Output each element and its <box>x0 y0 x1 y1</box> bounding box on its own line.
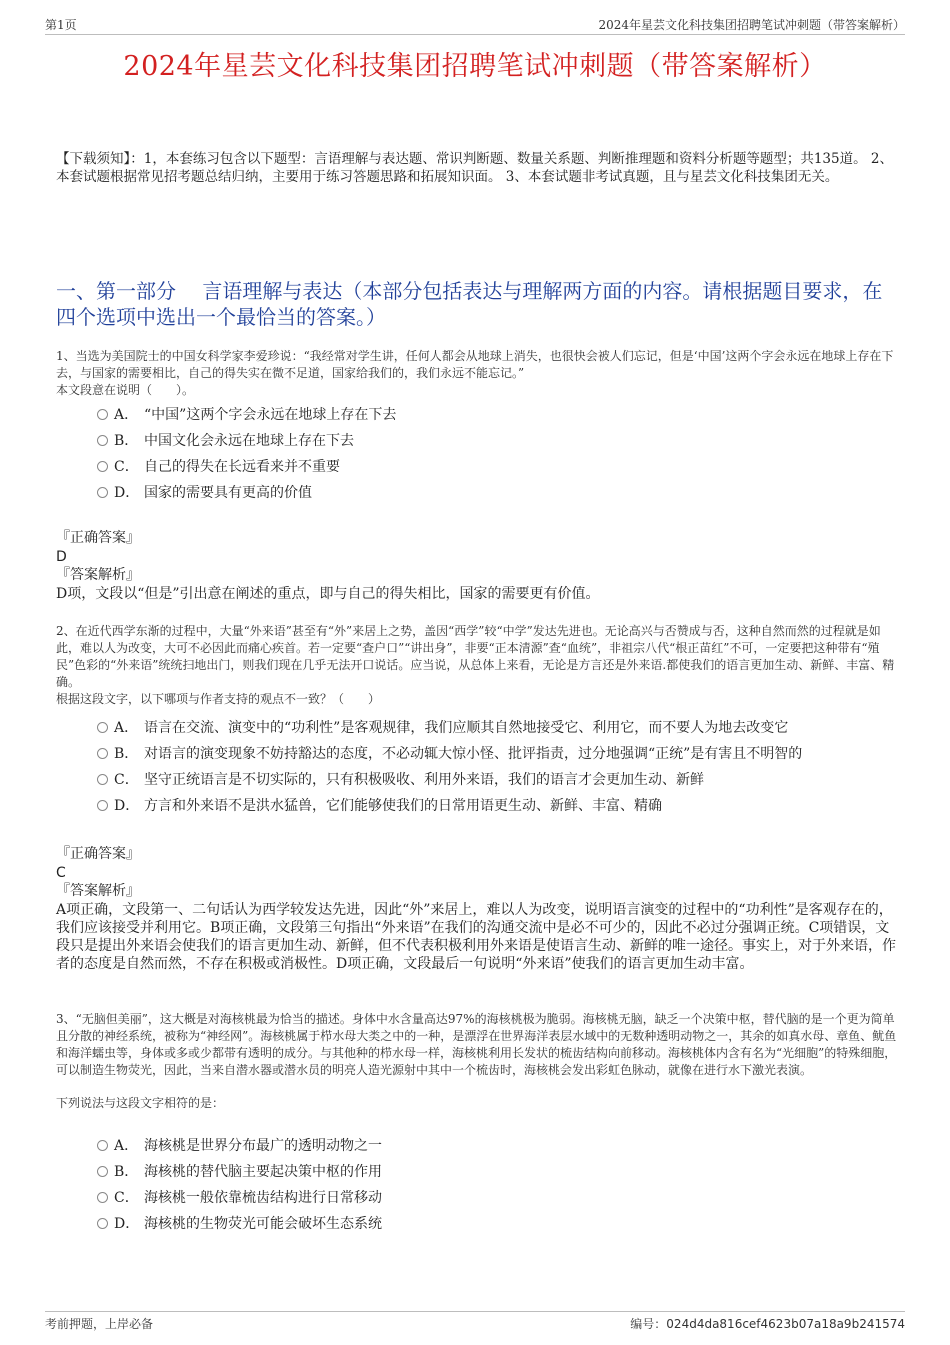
answer-label: 『正确答案』 <box>56 846 140 862</box>
option-a[interactable] <box>56 714 898 740</box>
option-letter: D． <box>114 485 140 501</box>
section-title: 一、第一部分 言语理解与表达（本部分包括表达与理解两方面的内容。请根据题目要求，在四个选项中选出一个最恰当的答案。） <box>56 279 883 329</box>
download-notice: 【下载须知】：1，本套练习包含以下题型：言语理解与表达题、常识判断题、数量关系题、判断推理题和资料分析题等题型；共135道。 2、本套试题根据常见招考题总结归纳，主要用于练习答题思路和拓展知识面。 3、本套试题非考试真题，且与星芸文化科技集团无关。 <box>56 151 893 185</box>
header-doc-title: 2024年星芸文化科技集团招聘笔试冲刺题（带答案解析） <box>598 18 905 32</box>
option-d[interactable] <box>56 1210 898 1236</box>
serial-code: 024d4da816cef4623b07a18a9b241574 <box>666 1317 905 1331</box>
option-text: 对语言的演变现象不妨持豁达的态度，不必动辄大惊小怪、批评指责，过分地强调“正统”是有害且不明智的 <box>144 746 803 762</box>
page-footer <box>45 1311 905 1332</box>
question-stem: 2、在近代西学东渐的过程中，大量“外来语”甚至有“外”来居上之势，盖因“西学”较“中学”发达先进也。无论高兴与否赞成与否，这种自然而然的过程就是如此，难以人为改变，大可不必因此而痛心疾首。若一定要“查户口”“讲出身”，非要“正本清源”查“血统”，非祖宗八代“根正苗红”不可，一定要把这种带有“殖民”色彩的“外来语”统统扫地出门，则我们现在几乎无法开口说话。应当说，从总体上来看，无论是方言还是外来语.都使我们的语言更加生动、新鲜、丰富、精确。 <box>56 624 895 689</box>
option-text: 国家的需要具有更高的价值 <box>144 485 312 501</box>
option-d[interactable] <box>56 479 898 505</box>
radio-button[interactable] <box>97 1192 108 1203</box>
question-prompt: 本文段意在说明（ ）。 <box>56 383 195 397</box>
question-prompt: 下列说法与这段文字相符的是： <box>56 1096 225 1110</box>
answer-value: C <box>56 865 66 881</box>
question-stem: 1、当选为美国院士的中国女科学家李爱珍说：“我经常对学生讲，任何人都会从地球上消失，也很快会被人们忘记，但是‘中国’这两个字会永远在地球上存在下去，与国家的需要相比，自己的得失实在微不足道，国家给我们的，我们永远不能忘记。” <box>56 349 894 380</box>
option-text: 坚守正统语言是不切实际的，只有积极吸收、利用外来语，我们的语言才会更加生动、新鲜 <box>144 772 704 788</box>
question-prompt: 根据这段文字，以下哪项与作者支持的观点不一致？（ ） <box>56 692 381 706</box>
page-header <box>45 14 905 35</box>
option-letter: B． <box>114 1164 139 1180</box>
option-letter: A． <box>114 407 139 423</box>
option-text: “中国”这两个字会永远在地球上存在下去 <box>144 407 397 423</box>
radio-button[interactable] <box>97 1140 108 1151</box>
document-title: 2024年星芸文化科技集团招聘笔试冲刺题（带答案解析） <box>123 51 827 82</box>
option-list <box>56 401 898 505</box>
option-letter: A． <box>114 1138 139 1154</box>
option-text: 语言在交流、演变中的“功利性”是客观规律，我们应顺其自然地接受它、利用它，而不要人为地去改变它 <box>144 720 789 736</box>
answer-block-2 <box>56 845 898 973</box>
option-text: 海核桃的生物荧光可能会破坏生态系统 <box>144 1216 382 1232</box>
footer-slogan: 考前押题，上岸必备 <box>45 1317 154 1331</box>
question-3 <box>56 1011 898 1236</box>
option-d[interactable] <box>56 792 898 818</box>
radio-button[interactable] <box>97 1218 108 1229</box>
option-letter: B． <box>114 433 139 449</box>
radio-button[interactable] <box>97 461 108 472</box>
option-list <box>56 1132 898 1236</box>
radio-button[interactable] <box>97 487 108 498</box>
option-text: 海核桃一般依靠梳齿结构进行日常移动 <box>144 1190 382 1206</box>
option-text: 海核桃的替代脑主要起决策中枢的作用 <box>144 1164 382 1180</box>
option-c[interactable] <box>56 766 898 792</box>
option-b[interactable] <box>56 1158 898 1184</box>
question-1 <box>56 348 898 505</box>
analysis-label: 『答案解析』 <box>56 883 140 899</box>
option-text: 中国文化会永远在地球上存在下去 <box>144 433 354 449</box>
option-list <box>56 714 898 818</box>
serial-label: 编号： <box>630 1317 667 1331</box>
radio-button[interactable] <box>97 800 108 811</box>
option-c[interactable] <box>56 453 898 479</box>
analysis-text: D项，文段以“但是”引出意在阐述的重点，即与自己的得失相比，国家的需要更有价值。 <box>56 586 600 602</box>
radio-button[interactable] <box>97 722 108 733</box>
option-letter: D． <box>114 1216 140 1232</box>
option-text: 海核桃是世界分布最广的透明动物之一 <box>144 1138 382 1154</box>
option-text: 方言和外来语不是洪水猛兽，它们能够使我们的日常用语更生动、新鲜、丰富、精确 <box>144 798 662 814</box>
question-2 <box>56 623 898 818</box>
option-letter: D． <box>114 798 140 814</box>
option-text: 自己的得失在长远看来并不重要 <box>144 459 340 475</box>
option-c[interactable] <box>56 1184 898 1210</box>
radio-button[interactable] <box>97 748 108 759</box>
radio-button[interactable] <box>97 435 108 446</box>
option-a[interactable] <box>56 401 898 427</box>
analysis-label: 『答案解析』 <box>56 567 140 583</box>
footer-serial <box>630 1315 905 1332</box>
radio-button[interactable] <box>97 1166 108 1177</box>
option-b[interactable] <box>56 740 898 766</box>
answer-label: 『正确答案』 <box>56 530 140 546</box>
option-letter: B． <box>114 746 139 762</box>
analysis-text: A项正确，文段第一、二句话认为西学较发达先进，因此“外”来居上，难以人为改变，说明语言演变的过程中的“功利性”是客观存在的，我们应该接受并利用它。B项正确，文段第三句指出“外来语”在我们的沟通交流中是必不可少的，因此不必过分强调正统。C项错误，文段只是提出外来语会使我们的语言更加生动、新鲜，但不代表积极利用外来语是使语言生动、新鲜的唯一途径。事实上，对于外来语，作者的态度是自然而然，不存在积极或消极性。D项正确，文段最后一句说明“外来语”使我们的语言更加生动丰富。 <box>56 902 896 972</box>
question-stem: 3、“无脑但美丽”，这大概是对海核桃最为恰当的描述。身体中水含量高达97%的海核桃极为脆弱。海核桃无脑，缺乏一个决策中枢，替代脑的是一个更为简单且分散的神经系统，被称为“神经网”。海核桃属于栉水母大类之中的一种，是漂浮在世界海洋表层水域中的无数种透明动物之一，其余的如真水母、章鱼、鱿鱼和海洋蠕虫等，身体或多或少都带有透明的成分。与其他种的栉水母一样，海核桃利用长发状的梳齿结构向前移动。海核桃体内含有名为“光细胞”的特殊细胞，可以制造生物荧光，因此，当来自潜水器或潜水员的明亮人造光源射中其中一个梳齿时，海核桃会发出彩虹色脉动，就像在进行水下激光表演。 <box>56 1012 897 1077</box>
radio-button[interactable] <box>97 409 108 420</box>
answer-value: D <box>56 549 67 565</box>
page-number: 第1页 <box>45 18 77 32</box>
option-letter: C． <box>114 772 139 788</box>
option-a[interactable] <box>56 1132 898 1158</box>
radio-button[interactable] <box>97 774 108 785</box>
answer-block-1 <box>56 529 898 603</box>
option-letter: A． <box>114 720 139 736</box>
option-letter: C． <box>114 1190 139 1206</box>
option-b[interactable] <box>56 427 898 453</box>
option-letter: C． <box>114 459 139 475</box>
